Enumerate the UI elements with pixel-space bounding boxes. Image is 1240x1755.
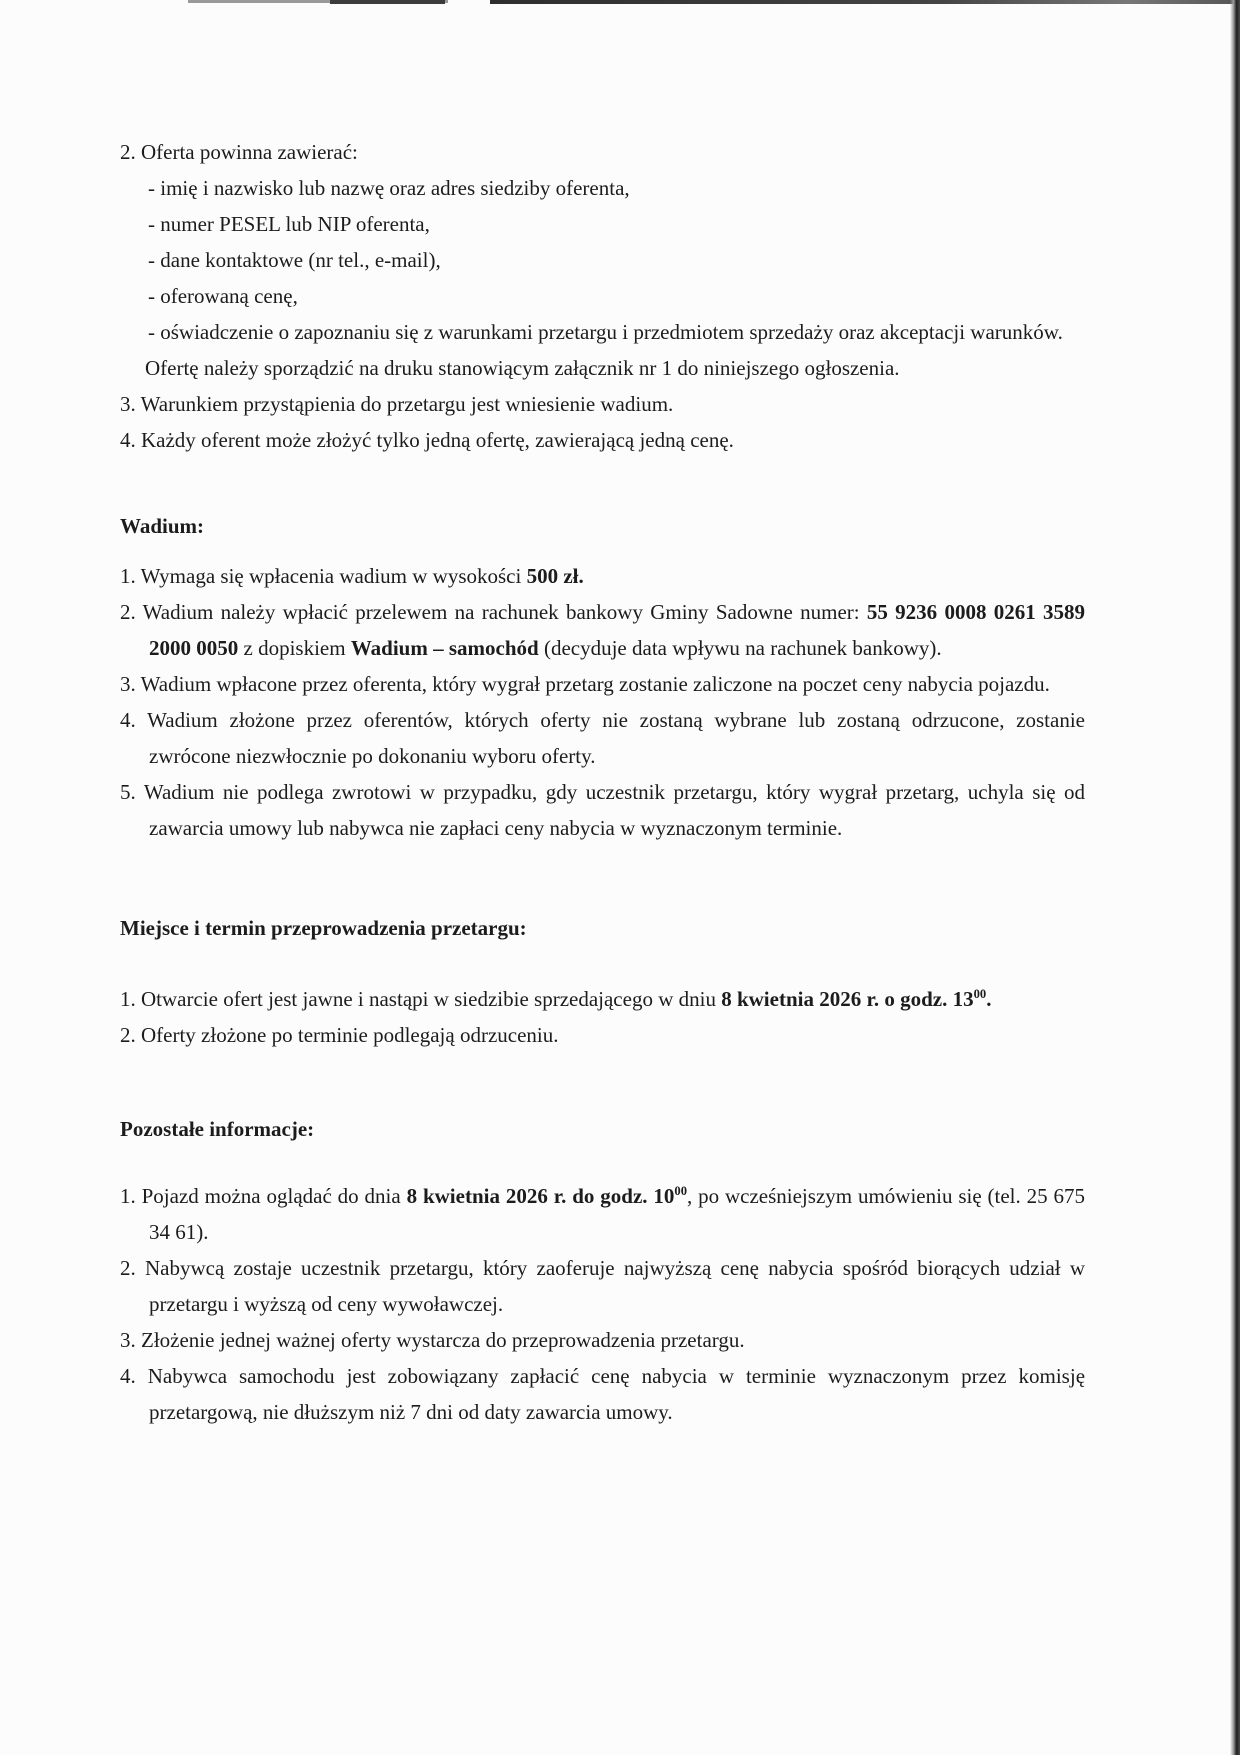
document-content: [120, 134, 1085, 1430]
bullet-text: - dane kontaktowe (nr tel., e-mail),: [148, 248, 441, 272]
text-segment-bold: Wadium – samochód: [350, 636, 539, 660]
text-segment: Wymaga się wpłacenia wadium w wysokości: [140, 564, 527, 588]
note-offer-form: [145, 350, 1085, 386]
item-number: 3.: [120, 672, 136, 696]
heading-text: Wadium:: [120, 514, 205, 538]
bullet-text: - oświadczenie o zapoznaniu się z warunkami przetargu i przedmiotem sprzedaży oraz akceptacji warunków.: [148, 320, 1063, 344]
pozostale-item-1: [120, 1178, 1085, 1250]
wadium-item-2: [120, 594, 1085, 666]
item-number: 3.: [120, 1328, 136, 1352]
wadium-item-1: [120, 558, 1085, 594]
item-number: 2.: [120, 140, 136, 164]
item-text: Każdy oferent może złożyć tylko jedną ofertę, zawierającą jedną cenę.: [141, 428, 734, 452]
item-number: 5.: [120, 780, 136, 804]
item-number: 2.: [120, 1256, 136, 1280]
bullet-text: - imię i nazwisko lub nazwę oraz adres siedziby oferenta,: [148, 176, 630, 200]
text-segment-superscript: 00: [973, 987, 987, 1001]
bullet-pesel-nip: [120, 206, 1085, 242]
text-segment-bold: 55 9236 0008 0261 3589 2000 0050: [149, 600, 1085, 660]
bullet-contact-data: [120, 242, 1085, 278]
text-segment: Wadium złożone przez oferentów, których oferty nie zostaną wybrane lub zostaną odrzucone, zostanie zwrócone niezwłocznie po dokonaniu wyboru oferty.: [147, 708, 1085, 768]
pozostale-item-4: [120, 1358, 1085, 1430]
list-item-wadium-condition: [120, 386, 1085, 422]
item-number: 4.: [120, 1364, 136, 1388]
item-text: Warunkiem przystąpienia do przetargu jest wniesienie wadium.: [140, 392, 674, 416]
item-number: 2.: [120, 1023, 136, 1047]
wadium-item-5: [120, 774, 1085, 846]
text-segment-bold: 8 kwietnia 2026 r. do godz. 10: [406, 1184, 675, 1208]
note-text: Ofertę należy sporządzić na druku stanowiącym załącznik nr 1 do niniejszego ogłoszenia.: [145, 356, 900, 380]
text-segment: Wadium nie podlega zwrotowi w przypadku, gdy uczestnik przetargu, który wygrał przetarg, uchyla się od zawarcia umowy lub nabywca nie zapłaci ceny nabycia w wyznaczonym terminie.: [143, 780, 1085, 840]
text-segment-superscript: 00: [674, 1184, 687, 1198]
text-segment: Wadium wpłacone przez oferenta, który wygrał przetarg zostanie zaliczone na poczet ceny nabycia pojazdu.: [140, 672, 1050, 696]
heading-text: Pozostałe informacje:: [120, 1117, 315, 1141]
text-segment: Wadium należy wpłacić przelewem na rachunek bankowy Gminy Sadowne numer:: [142, 600, 867, 624]
miejsce-item-2: [120, 1017, 1085, 1053]
section-heading-wadium: [120, 508, 1085, 544]
pozostale-item-2: [120, 1250, 1085, 1322]
bullet-text: - oferowaną cenę,: [148, 284, 298, 308]
item-number: 4.: [120, 708, 136, 732]
miejsce-item-1: [120, 981, 1085, 1017]
text-segment: Złożenie jednej ważnej oferty wystarcza do przeprowadzenia przetargu.: [141, 1328, 745, 1352]
item-number: 4.: [120, 428, 136, 452]
heading-text: Miejsce i termin przeprowadzenia przetargu:: [120, 916, 527, 940]
item-text: Oferta powinna zawierać:: [141, 140, 358, 164]
text-segment-bold: .: [986, 987, 992, 1011]
section-heading-pozostale-informacje: [120, 1111, 1085, 1147]
list-item-offer-contents: [120, 134, 1085, 170]
scan-artifact-top-line-long: [490, 0, 1240, 4]
scan-artifact-top-line-dark: [330, 0, 445, 4]
bullet-name-address: [120, 170, 1085, 206]
item-number: 1.: [120, 1184, 136, 1208]
text-segment: Pojazd można oglądać do dnia: [141, 1184, 407, 1208]
text-segment: Otwarcie ofert jest jawne i nastąpi w siedzibie sprzedającego w dniu: [141, 987, 722, 1011]
section-heading-miejsce-termin: [120, 910, 1085, 946]
text-segment: z dopiskiem: [238, 636, 351, 660]
list-item-one-offer: [120, 422, 1085, 458]
item-number: 1.: [120, 987, 136, 1011]
pozostale-item-3: [120, 1322, 1085, 1358]
text-segment: Nabywcą zostaje uczestnik przetargu, który zaoferuje najwyższą cenę nabycia spośród biorących udział w przetargu i wyższą od ceny wywoławczej.: [144, 1256, 1086, 1316]
text-segment: Nabywca samochodu jest zobowiązany zapłacić cenę nabycia w terminie wyznaczonym przez komisję przetargową, nie dłuższym niż 7 dni od daty zawarcia umowy.: [147, 1364, 1086, 1424]
bullet-declaration: [120, 314, 1085, 350]
text-segment-bold: 500 zł.: [526, 564, 584, 588]
item-number: 3.: [120, 392, 136, 416]
wadium-item-4: [120, 702, 1085, 774]
wadium-item-3: [120, 666, 1085, 702]
scan-artifact-right-edge-line: [1230, 0, 1240, 1755]
text-segment: (decyduje data wpływu na rachunek bankowy).: [538, 636, 942, 660]
bullet-offered-price: [120, 278, 1085, 314]
text-segment: Oferty złożone po terminie podlegają odrzuceniu.: [141, 1023, 559, 1047]
item-number: 1.: [120, 564, 136, 588]
bullet-text: - numer PESEL lub NIP oferenta,: [148, 212, 430, 236]
text-segment: , po wcześniejszym umówieniu się (tel. 25 675 34 61).: [149, 1184, 1085, 1244]
item-number: 2.: [120, 600, 136, 624]
text-segment-bold: 8 kwietnia 2026 r. o godz. 13: [721, 987, 974, 1011]
